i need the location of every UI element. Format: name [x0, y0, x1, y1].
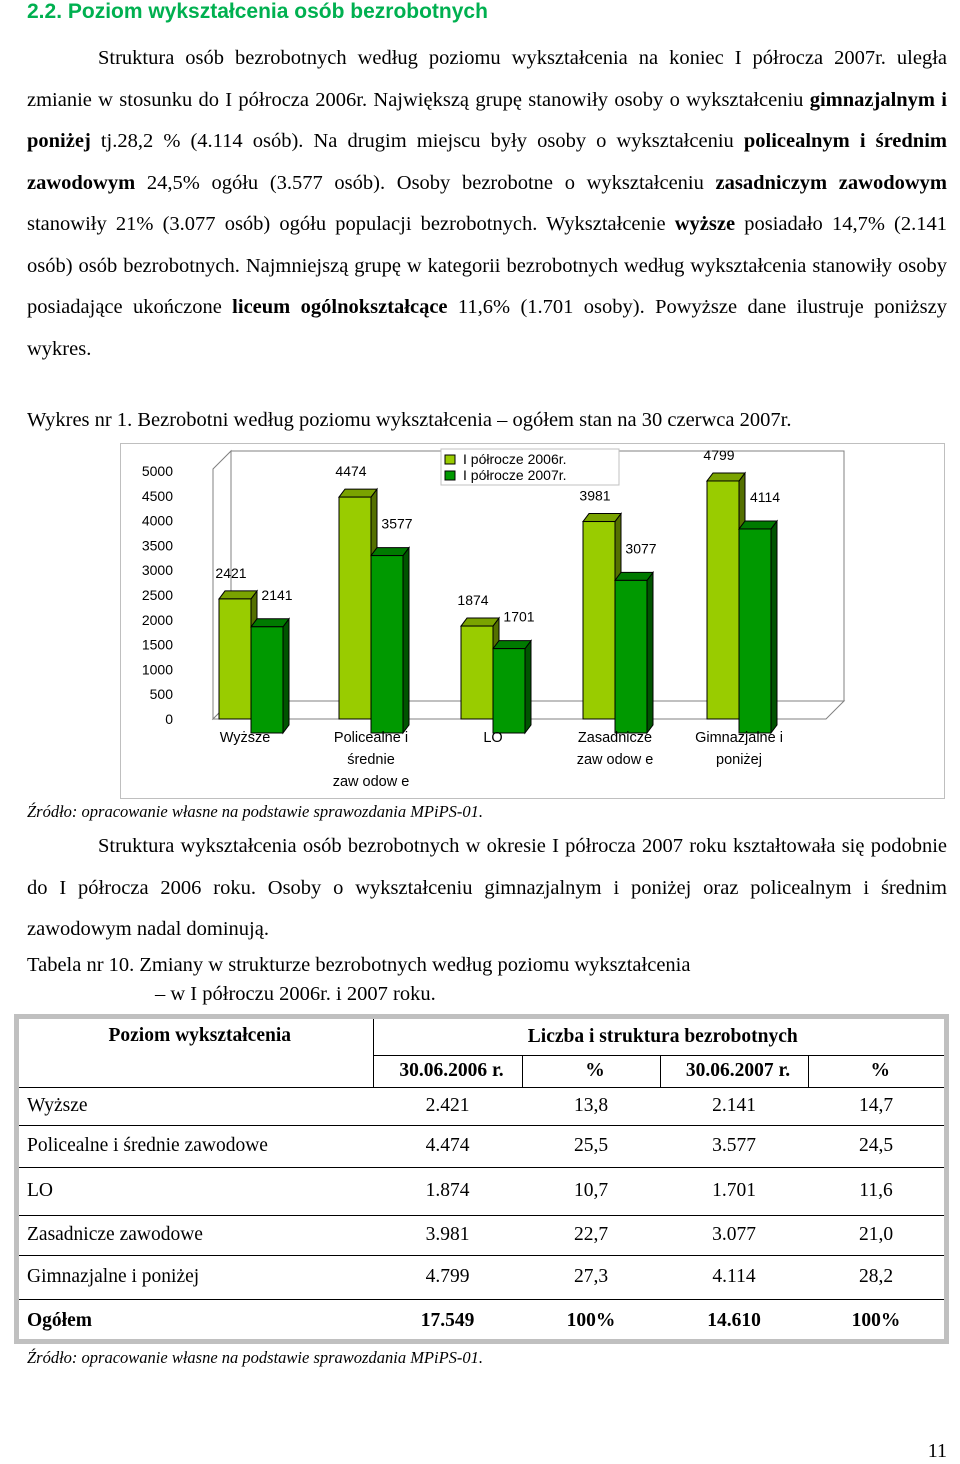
bar-top: [371, 548, 409, 556]
education-table: [14, 1014, 949, 1344]
row-label: Gimnazjalne i poniżej: [19, 1255, 373, 1299]
bar: [371, 556, 403, 733]
table-source-note: Źródło: opracowanie własne na podstawie sprawozdania MPiPS-01.: [27, 1348, 484, 1367]
bar-top: [707, 473, 745, 481]
cell-pct-2006: 22,7: [522, 1215, 660, 1255]
y-tick-label: 1000: [141, 661, 173, 678]
data-label: 4799: [703, 446, 735, 463]
cell-pct-2006: 25,5: [522, 1125, 660, 1167]
bold-phrase: wyższe: [674, 213, 736, 235]
total-pct-2007: 100%: [808, 1299, 944, 1343]
x-tick-label: średnie: [347, 752, 395, 768]
bold-phrase: policealnym i średnim zawodowym: [27, 130, 947, 194]
text-run: tj.28,2 % (4.114 osób). Na drugim miejscu były osoby o wykształceniu: [90, 130, 744, 152]
cell-count-2006: 3.981: [373, 1215, 522, 1255]
total-count-2007: 14.610: [660, 1299, 808, 1343]
legend-swatch: [445, 471, 455, 480]
y-tick-label: 4000: [141, 512, 173, 529]
bar-chart: [121, 444, 944, 798]
bar-top: [251, 619, 289, 627]
legend-label: I półrocze 2007r.: [463, 467, 567, 483]
cell-pct-2007: 11,6: [808, 1167, 944, 1215]
text-run: Struktura osób bezrobotnych według poziomu wykształcenia na koniec I półrocza 2007r. uległa zmianie w stosunku do I półrocza 2006r. Największą grupę stanowiły osoby o wykształceniu: [27, 47, 947, 111]
data-label: 3981: [579, 487, 611, 504]
table-caption: Tabela nr 10. Zmiany w strukturze bezrobotnych według poziomu wykształcenia: [27, 954, 691, 976]
cell-count-2006: 4.474: [373, 1125, 522, 1167]
bar: [251, 627, 283, 733]
row-label: LO: [19, 1167, 373, 1215]
header-group: Liczba i struktura bezrobotnych: [373, 1019, 944, 1055]
total-pct-2006: 100%: [522, 1299, 660, 1343]
text-run: 24,5% ogółu (3.577 osób). Osoby bezrobotne o wykształceniu: [135, 171, 716, 194]
x-tick-label: zaw odow e: [332, 774, 410, 790]
cell-count-2007: 3.577: [660, 1125, 808, 1167]
table-row: [19, 1215, 944, 1255]
data-label: 1874: [457, 592, 489, 609]
table-caption-continued: – w I półroczu 2006r. i 2007 roku.: [155, 983, 436, 1005]
bar-top: [615, 572, 653, 580]
row-label: Zasadnicze zawodowe: [19, 1215, 373, 1255]
bar: [461, 626, 493, 719]
data-label: 2421: [215, 564, 247, 581]
x-tick-label: Policealne i: [333, 730, 409, 746]
header-level: Poziom wykształcenia: [108, 1025, 291, 1046]
bar: [583, 522, 615, 719]
data-label: 4474: [335, 463, 367, 480]
bar-top: [583, 514, 621, 522]
cell-count-2006: 1.874: [373, 1167, 522, 1215]
chart-frame: [120, 443, 945, 799]
bar-side: [525, 641, 531, 733]
bold-phrase: gimnazjalnym i poniżej: [27, 88, 947, 152]
cell-count-2007: 2.141: [660, 1087, 808, 1125]
cell-count-2007: 1.701: [660, 1167, 808, 1215]
bar: [739, 529, 771, 733]
bar: [493, 649, 525, 733]
header-date-2006: 30.06.2006 r.: [373, 1055, 522, 1087]
total-count-2006: 17.549: [373, 1299, 522, 1343]
cell-pct-2006: 13,8: [522, 1087, 660, 1125]
bar: [707, 481, 739, 719]
intro-paragraph: [27, 38, 947, 370]
x-tick-label: Zasadnicze: [577, 730, 653, 746]
x-tick-label: Gimnazjalne i: [695, 730, 783, 746]
section-heading: 2.2. Poziom wykształcenia osób bezrobotnych: [27, 0, 488, 23]
chart-source-note: Źródło: opracowanie własne na podstawie sprawozdania MPiPS-01.: [27, 802, 484, 821]
y-tick-label: 3500: [141, 537, 173, 554]
text-run: stanowiły 21% (3.077 osób) ogółu populacji bezrobotnych. Wykształcenie: [27, 213, 675, 235]
x-tick-label: Wyższe: [219, 730, 271, 746]
cell-count-2007: 3.077: [660, 1215, 808, 1255]
header-pct-2006: %: [522, 1055, 660, 1087]
bar-side: [403, 548, 409, 733]
total-label: Ogółem: [19, 1299, 373, 1343]
bar-side: [647, 572, 653, 733]
y-tick-label: 3000: [141, 562, 173, 579]
table-total-row: [19, 1299, 944, 1343]
bar: [339, 497, 371, 719]
data-label: 1701: [503, 608, 535, 625]
y-tick-label: 2000: [141, 611, 173, 628]
table-row: [19, 1125, 944, 1167]
y-tick-label: 0: [165, 711, 173, 727]
cell-count-2006: 4.799: [373, 1255, 522, 1299]
data-label: 3577: [381, 515, 413, 532]
x-tick-label: poniżej: [716, 752, 762, 768]
cell-pct-2007: 14,7: [808, 1087, 944, 1125]
bar-top: [739, 521, 777, 529]
data-label: 3077: [625, 540, 657, 557]
bar: [219, 599, 251, 719]
header-date-2007: 30.06.2007 r.: [660, 1055, 808, 1087]
text-run: posiadało 14,7% (2.141 osób) osób bezrobotnych. Najmniejszą grupę w kategorii bezrobotnych według wykształcenia stanowiły osoby posiadające ukończone: [27, 213, 947, 318]
bold-phrase: zasadniczym zawodowym: [715, 171, 947, 194]
row-label: Policealne i średnie zawodowe: [19, 1125, 373, 1167]
cell-pct-2006: 10,7: [522, 1167, 660, 1215]
y-tick-label: 2500: [141, 587, 173, 603]
row-label: Wyższe: [19, 1087, 373, 1125]
bar-top: [461, 618, 499, 626]
legend-label: I półrocze 2006r.: [463, 451, 567, 467]
bar: [615, 580, 647, 733]
bold-phrase: liceum ogólnokształcące: [232, 296, 448, 318]
header-pct-2007: %: [808, 1055, 944, 1087]
chart-caption: Wykres nr 1. Bezrobotni według poziomu wykształcenia – ogółem stan na 30 czerwca 2007r.: [27, 409, 792, 431]
bar-side: [771, 521, 777, 733]
y-tick-label: 500: [149, 686, 173, 703]
table-row: [19, 1087, 944, 1125]
bar-side: [283, 619, 289, 733]
cell-pct-2006: 27,3: [522, 1255, 660, 1299]
cell-pct-2007: 24,5: [808, 1125, 944, 1167]
x-tick-label: zaw odow e: [576, 752, 654, 768]
data-label: 2141: [261, 586, 293, 603]
table-row: [19, 1167, 944, 1215]
text-run: 11,6% (1.701 osoby). Powyższe dane ilustruje poniższy wykres.: [27, 296, 947, 360]
summary-paragraph: Struktura wykształcenia osób bezrobotnych w okresie I półrocza 2007 roku kształtowała się podobnie do I półrocza 2006 roku. Osoby o wykształceniu gimnazjalnym i poniżej oraz policealnym i średnim zawodowym nadal dominują.: [27, 835, 947, 940]
y-tick-label: 1500: [141, 636, 173, 653]
cell-pct-2007: 28,2: [808, 1255, 944, 1299]
bar-top: [493, 641, 531, 649]
cell-count-2006: 2.421: [373, 1087, 522, 1125]
bar-top: [339, 489, 377, 497]
y-tick-label: 4500: [141, 487, 173, 504]
cell-pct-2007: 21,0: [808, 1215, 944, 1255]
data-label: 4114: [749, 488, 781, 505]
x-tick-label: LO: [483, 730, 503, 746]
bar-top: [219, 591, 257, 599]
cell-count-2007: 4.114: [660, 1255, 808, 1299]
page-number: 11: [927, 1440, 947, 1462]
legend-swatch: [445, 455, 455, 464]
y-tick-label: 5000: [141, 463, 173, 479]
table-row: [19, 1255, 944, 1299]
